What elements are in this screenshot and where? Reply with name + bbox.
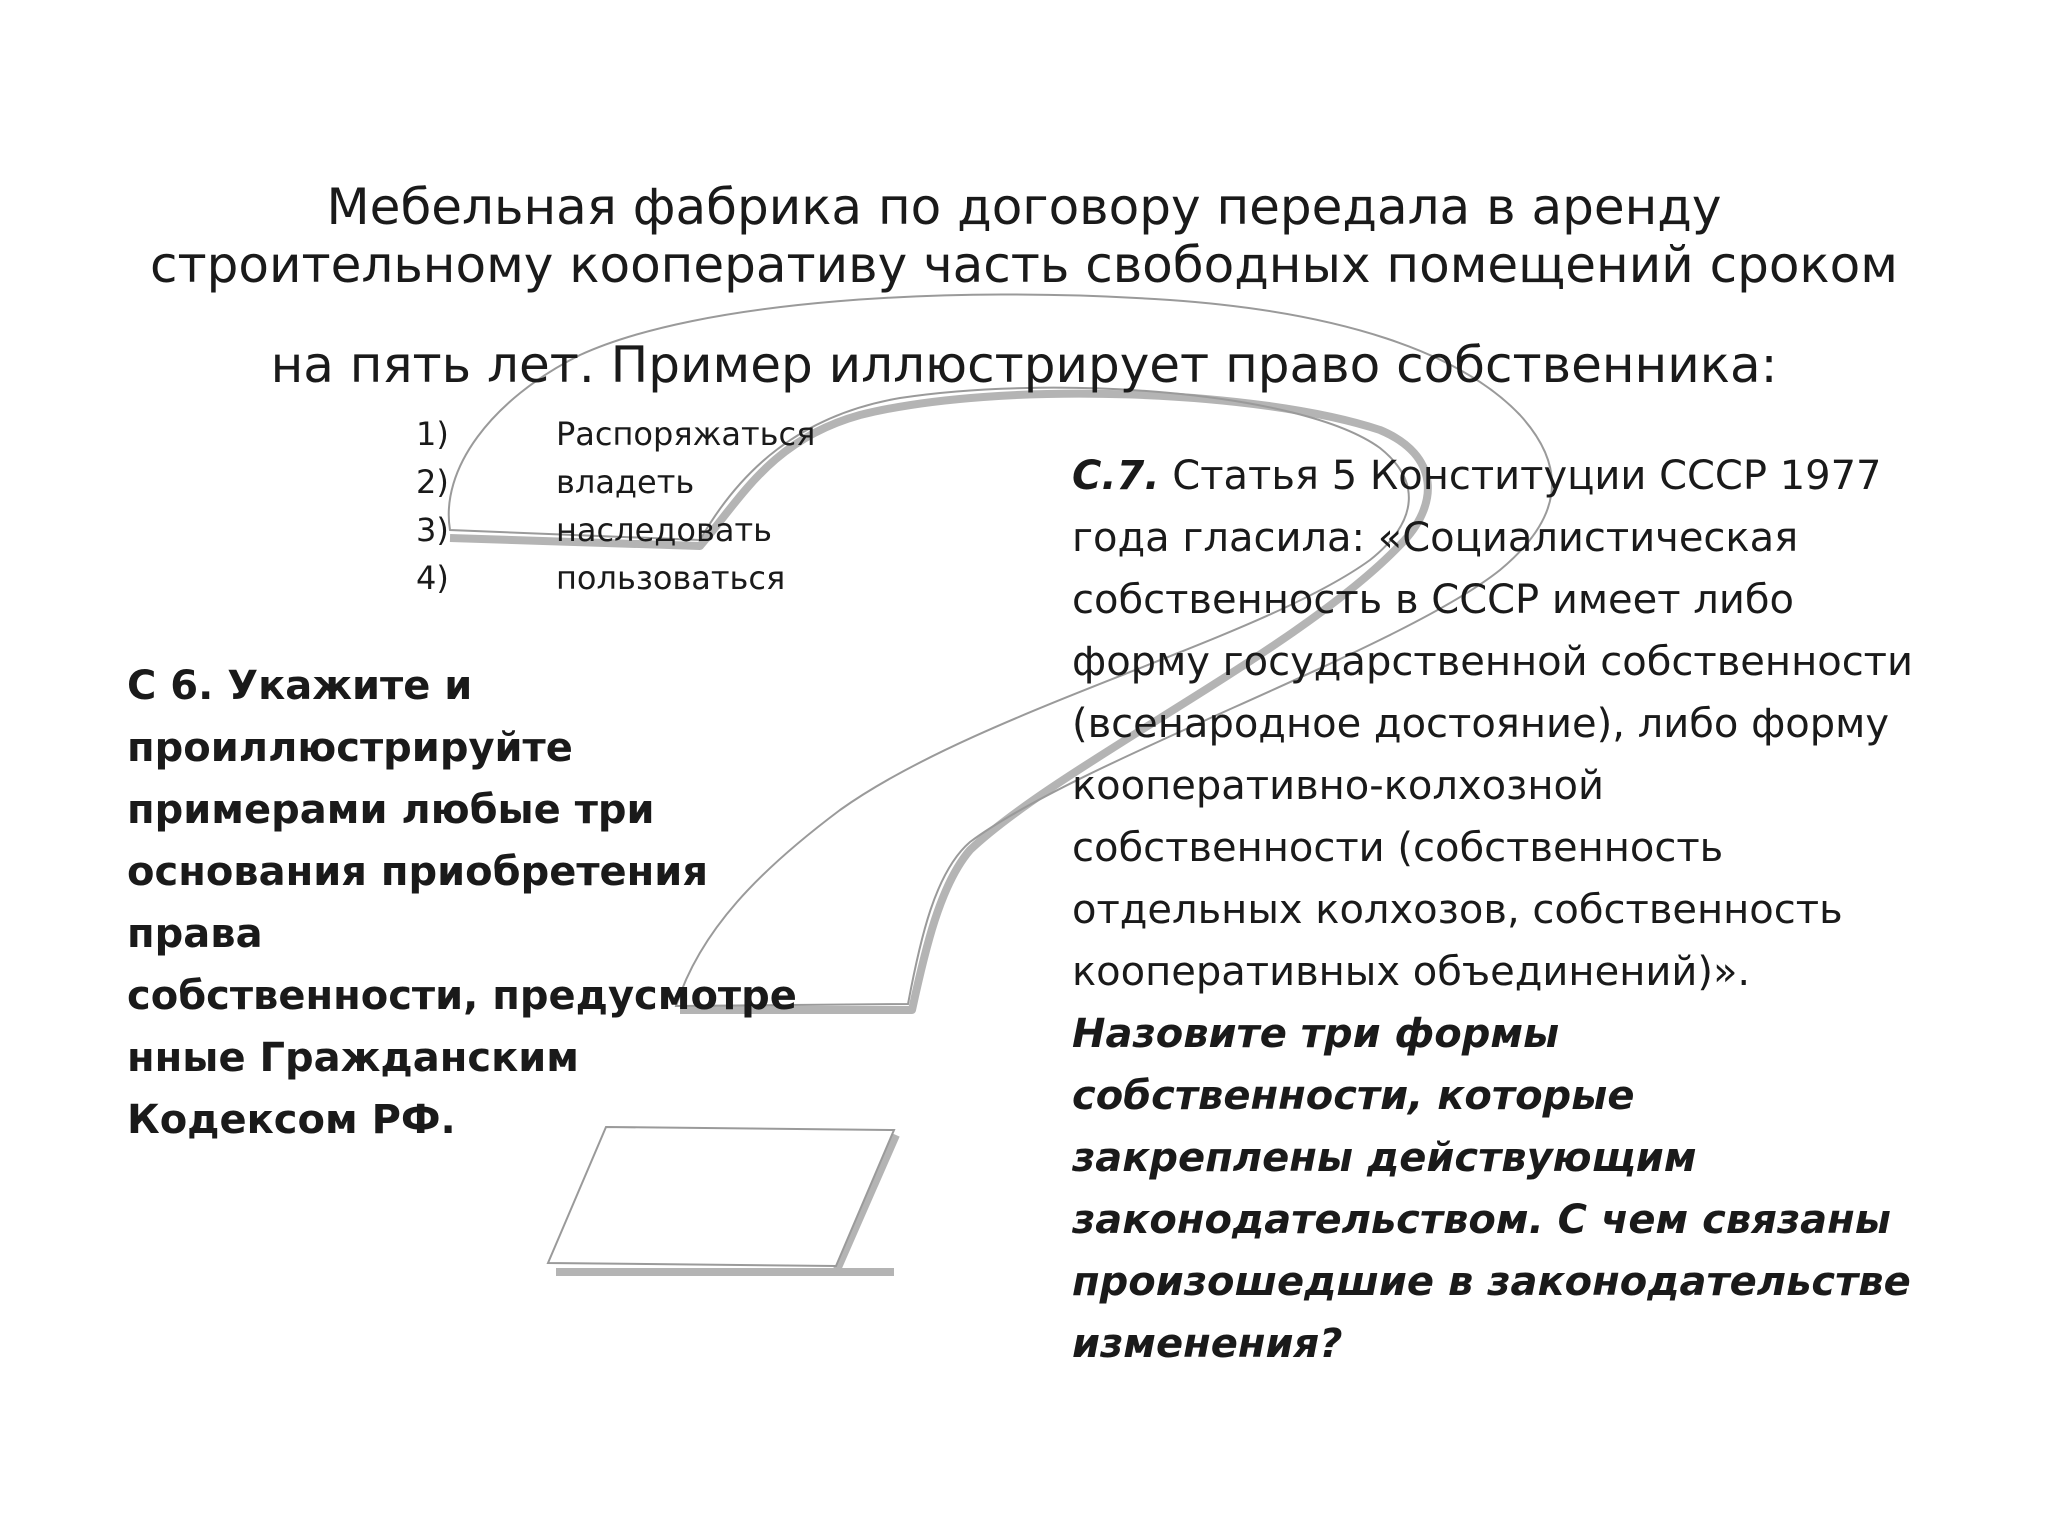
answer-option-2 — [416, 458, 815, 506]
task-c6-line: примерами любые три — [127, 787, 655, 833]
task-c7-question-line: произошедшие в законодательстве — [1072, 1259, 1911, 1305]
option-text: Распоряжаться — [556, 415, 816, 453]
task-c7-question-line: изменения? — [1072, 1321, 1343, 1367]
option-number: 2) — [416, 463, 449, 501]
task-c7-line: отдельных колхозов, собственность — [1072, 887, 1843, 933]
answer-options — [416, 410, 815, 602]
option-number: 1) — [416, 415, 449, 453]
answer-option-3 — [416, 506, 815, 554]
task-c7-line: года гласила: «Социалистическая — [1072, 515, 1799, 561]
title-line-2: строительному кооперативу часть свободных помещений сроком — [150, 236, 1898, 294]
task-c6-line: Кодексом РФ. — [127, 1097, 456, 1143]
title-line-3: на пять лет. Пример иллюстрирует право собственника: — [270, 336, 1778, 394]
task-c7-first-line-text: Статья 5 Конституции СССР 1977 — [1159, 453, 1882, 499]
task-c7-label: С.7. — [1072, 453, 1160, 499]
task-c7-line: собственности (собственность — [1072, 825, 1724, 871]
option-text: владеть — [556, 463, 695, 501]
task-c7-question-line: Назовите три формы — [1072, 1011, 1560, 1057]
answer-option-4 — [416, 554, 815, 602]
answer-option-1 — [416, 410, 815, 458]
task-c6-line: основания приобретения — [127, 849, 709, 895]
task-c7-first-line — [1072, 445, 2032, 507]
option-number: 3) — [416, 511, 449, 549]
task-c6-line: проиллюстрируйте — [127, 725, 573, 771]
task-c7 — [1072, 445, 2032, 1375]
option-text: наследовать — [556, 511, 772, 549]
task-c7-question-line: собственности, которые — [1072, 1073, 1635, 1119]
task-c6-line: С 6. Укажите и — [127, 663, 473, 709]
option-number: 4) — [416, 559, 449, 597]
task-c7-question-line: закреплены действующим — [1072, 1135, 1697, 1181]
task-c7-line: кооперативных объединений)». — [1072, 949, 1751, 995]
task-c7-line: форму государственной собственности — [1072, 639, 1913, 685]
task-c6-line: нные Гражданским — [127, 1035, 579, 1081]
task-c7-line: (всенародное достояние), либо форму — [1072, 701, 1889, 747]
task-c6-line: собственности, предусмотре — [127, 973, 797, 1019]
task-c6-line: права — [127, 911, 263, 957]
task-c6 — [127, 655, 807, 1151]
task-c7-line: кооперативно-колхозной — [1072, 763, 1604, 809]
title-line-1: Мебельная фабрика по договору передала в аренду — [326, 178, 1722, 236]
option-text: пользоваться — [556, 559, 786, 597]
task-c7-question-line: законодательством. С чем связаны — [1072, 1197, 1891, 1243]
task-c7-line: собственность в СССР имеет либо — [1072, 577, 1794, 623]
